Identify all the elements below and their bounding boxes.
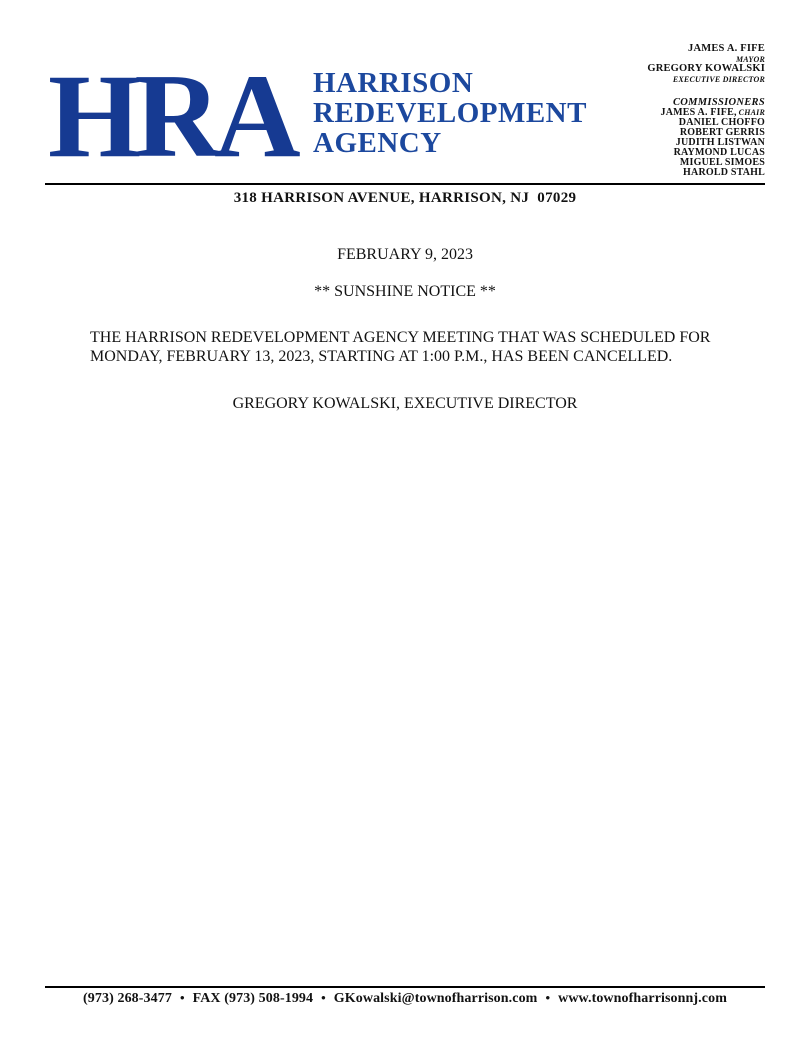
commissioners-block bbox=[661, 97, 765, 178]
paragraph-line: THE HARRISON REDEVELOPMENT AGENCY MEETING THAT WAS SCHEDULED FOR bbox=[90, 329, 711, 346]
agency-address: 318 HARRISON AVENUE, HARRISON, NJ 07029 bbox=[233, 190, 577, 206]
cancellation-paragraph bbox=[90, 329, 711, 366]
agency-name-block bbox=[313, 68, 587, 158]
hra-logo-monogram: HRA bbox=[48, 49, 294, 182]
paragraph-line: MONDAY, FEBRUARY 13, 2023, STARTING AT 1:00 P.M., HAS BEEN CANCELLED. bbox=[90, 347, 673, 365]
notice-date: FEBRUARY 9, 2023 bbox=[337, 246, 473, 263]
agency-name-line: HARRISON bbox=[313, 67, 474, 99]
header-divider-rule bbox=[45, 183, 765, 185]
footer-divider-rule bbox=[45, 986, 765, 988]
footer-website: www.townofharrisonnj.com bbox=[558, 991, 727, 1006]
footer-fax: FAX (973) 508-1994 bbox=[192, 991, 314, 1006]
commissioners-heading: COMMISSIONERS bbox=[672, 97, 765, 108]
commissioner-member: DANIEL CHOFFO bbox=[678, 117, 765, 128]
bullet-separator: • bbox=[321, 990, 326, 1005]
commissioner-member: HAROLD STAHL bbox=[683, 167, 765, 178]
mayor-role: MAYOR bbox=[735, 54, 765, 64]
commissioner-member: JUDITH LISTWAN bbox=[675, 137, 765, 148]
bullet-separator: • bbox=[179, 990, 185, 1005]
footer-contact-line bbox=[0, 990, 810, 1007]
footer-phone: (973) 268-3477 bbox=[83, 991, 172, 1006]
commissioner-member: RAYMOND LUCAS bbox=[673, 147, 765, 158]
commissioner-chair-role: CHAIR bbox=[738, 108, 765, 117]
signature-line: GREGORY KOWALSKI, EXECUTIVE DIRECTOR bbox=[232, 395, 578, 412]
sunshine-notice-title: ** SUNSHINE NOTICE ** bbox=[314, 283, 496, 300]
footer-email: GKowalski@townofharrison.com bbox=[333, 991, 538, 1006]
executive-director-name: GREGORY KOWALSKI bbox=[647, 63, 765, 74]
commissioner-member: ROBERT GERRIS bbox=[679, 127, 765, 138]
agency-name-line: AGENCY bbox=[313, 127, 442, 159]
bullet-separator: • bbox=[545, 990, 551, 1005]
executive-director-role: EXECUTIVE DIRECTOR bbox=[672, 74, 765, 84]
commissioner-chair-name: JAMES A. FIFE, bbox=[660, 107, 737, 118]
officials-block bbox=[647, 44, 765, 84]
agency-name-line: REDEVELOPMENT bbox=[313, 97, 587, 129]
mayor-name: JAMES A. FIFE bbox=[688, 43, 765, 54]
commissioner-member: MIGUEL SIMOES bbox=[679, 157, 765, 168]
